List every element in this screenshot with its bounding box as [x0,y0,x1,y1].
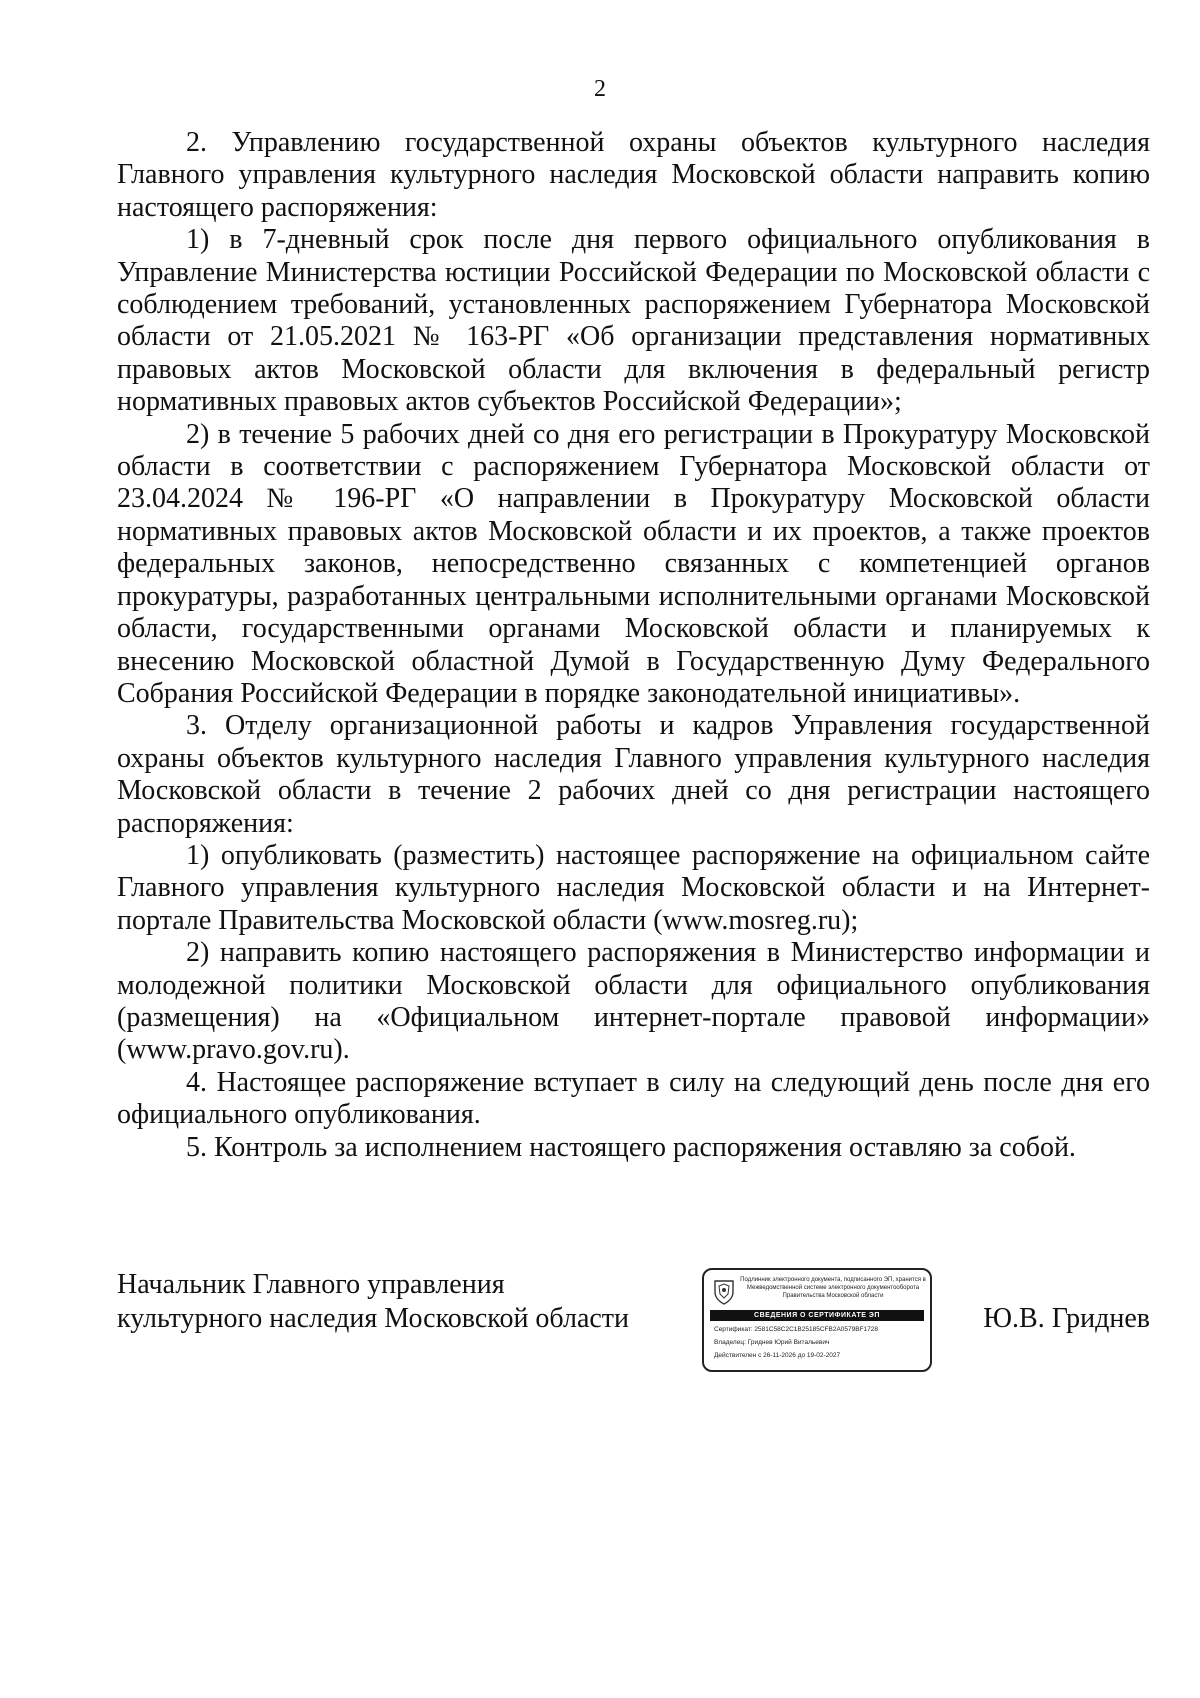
stamp-note: Подлинник электронного документа, подписанного ЭП, хранится в Межведомственной системе электронного документооборота Правительства Московской области [740,1277,926,1299]
stamp-validity: Действителен с 26-11-2026 до 19-02-2027 [714,1352,841,1359]
paragraph-4: 4. Настоящее распоряжение вступает в силу на следующий день после дня его официального опубликования. [117,1066,1150,1131]
paragraph-5: 5. Контроль за исполнением настоящего распоряжения оставляю за собой. [186,1131,1076,1163]
signer-name: Ю.В. Гриднев [983,1303,1150,1334]
paragraph-3-2: 2) направить копию настоящего распоряжения в Министерство информации и молодежной политики Московской области для официального опубликования (размещения) на «Официальном интернет-портале правовой информации» (www.pravo.gov.ru). [117,937,1150,1066]
signer-position-line-2: культурного наследия Московской области [117,1303,630,1334]
paragraph-3: 3. Отделу организационной работы и кадров Управления государственной охраны объектов культурного наследия Главного управления культурного наследия Московской области в течение 2 рабочих дней со дня регистрации настоящего распоряжения: [117,710,1150,839]
signer-position-line-1: Начальник Главного управления [117,1269,505,1300]
paragraph-2: 2. Управлению государственной охраны объектов культурного наследия Главного управления культурного наследия Московской области направить копию настоящего распоряжения: [117,127,1150,223]
stamp-header: СВЕДЕНИЯ О СЕРТИФИКАТЕ ЭП [710,1310,924,1321]
stamp-certificate: Сертификат: 2581C58C2C1B25185CFB2A0579BF1728 [714,1326,879,1333]
coat-of-arms-icon [712,1278,736,1306]
electronic-signature-stamp [702,1268,932,1372]
paragraph-3-1: 1) опубликовать (разместить) настоящее распоряжение на официальном сайте Главного управления культурного наследия Московской области и на Интернет-портале Правительства Московской области (www.mosreg.ru); [117,839,1150,936]
signer-position [117,1268,629,1336]
page-number: 2 [594,76,606,102]
document-body [117,127,1150,1164]
stamp-owner: Владелец: Гриднев Юрий Витальевич [714,1339,830,1346]
signature-block [117,1268,1150,1378]
paragraph-2-1: 1) в 7-дневный срок после дня первого официального опубликования в Управление Министерства юстиции Российской Федерации по Московской области с соблюдением требований, установленных распоряжением Губернатора Московской области от 21.05.2021 № 163-РГ «Об организации представления нормативных правовых актов Московской области для включения в федеральный регистр нормативных правовых актов субъектов Российской Федерации»; [117,224,1150,418]
paragraph-2-2: 2) в течение 5 рабочих дней со дня его регистрации в Прокуратуру Московской области в соответствии с распоряжением Губернатора Московской области от 23.04.2024 № 196-РГ «О направлении в Прокуратуру Московской области нормативных правовых актов Московской области и их проектов, а также проектов федеральных законов, непосредственно связанных с компетенцией органов прокуратуры, разработанных центральными исполнительными органами Московской области, государственными органами Московской области и планируемых к внесению Московской областной Думой в Государственную Думу Федерального Собрания Российской Федерации в порядке законодательной инициативы». [117,418,1150,709]
